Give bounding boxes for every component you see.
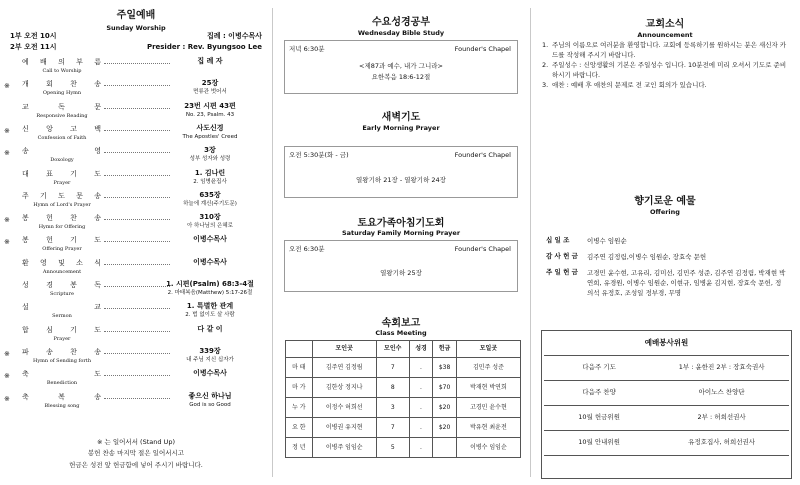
- announcement-text: 애찬 : 예배 후 애찬의 문제로 전 교인 회의가 있습니다.: [552, 81, 707, 90]
- worship-item-english: Prayer: [53, 179, 71, 186]
- label-glyph: 복: [58, 392, 66, 401]
- table-cell: $20: [433, 418, 457, 438]
- stand-up-note: ※ 는 일어서서 (Stand Up): [97, 438, 175, 446]
- stand-up-mark: ※: [4, 238, 10, 247]
- class-meeting-header: [286, 341, 313, 358]
- announcement-subtitle: Announcement: [637, 31, 693, 39]
- offering-names: 김주연 김정림,이병수 임원순, 장효숙 문헌: [587, 253, 707, 261]
- worship-item-value: 사도신경: [196, 123, 224, 132]
- worship-item-label: [22, 326, 102, 335]
- table-cell: 박재현 박연희: [456, 378, 520, 398]
- service-role: 10월 안내위원: [544, 430, 654, 455]
- worship-item-detail: The Apostles' Creed: [182, 133, 238, 140]
- worship-item-value: 1. 특별한 관계: [186, 302, 234, 311]
- label-glyph: 독: [94, 281, 102, 289]
- label-glyph: 문: [76, 191, 84, 200]
- label-glyph: 도: [94, 236, 102, 245]
- class-meeting-header-row: [286, 341, 521, 358]
- label-glyph: 식: [94, 258, 102, 267]
- table-cell: .: [409, 438, 433, 458]
- offering-names: 이병수 임원순: [587, 237, 627, 245]
- class-meeting-header: 헌금: [433, 341, 457, 358]
- worship-item-detail: 아 하나님의 은혜로: [186, 223, 233, 230]
- label-glyph: 송: [94, 80, 102, 89]
- announcement-title: 교회소식: [645, 19, 685, 30]
- label-glyph: 헌: [46, 236, 54, 245]
- worship-item-value: 1. 김나린: [194, 168, 226, 177]
- table-row: [286, 398, 521, 418]
- worship-item-label: [22, 170, 102, 179]
- offering-note-1: 봉헌 찬송 마지막 절은 일어서시고: [87, 449, 185, 457]
- table-cell: 이병권 유지현: [312, 418, 376, 438]
- worship-item-value: 3장: [204, 146, 216, 155]
- label-glyph: 고: [70, 124, 78, 133]
- table-cell: .: [409, 378, 433, 398]
- worship-item-detail: 내 주님 지신 십자가: [186, 356, 234, 363]
- table-cell: 김주연 김정림: [312, 358, 376, 378]
- label-glyph: 기: [70, 236, 78, 245]
- table-cell: 이병수 임임순: [456, 438, 520, 458]
- label-glyph: 봉: [70, 281, 78, 289]
- label-glyph: 합: [22, 325, 30, 334]
- label-glyph: 송: [94, 214, 102, 223]
- service-assignee: 1부 : 윤한진 2부 : 장효숙권사: [654, 355, 789, 380]
- announcement-number: 1.: [542, 41, 549, 49]
- early-prayer-box: [284, 146, 518, 198]
- label-glyph: 환: [22, 258, 30, 267]
- label-glyph: 신: [22, 124, 30, 133]
- worship-item-label: [22, 80, 102, 89]
- table-row: [286, 358, 521, 378]
- table-cell: $70: [433, 378, 457, 398]
- offering-title: 향기로운 예물: [634, 196, 696, 207]
- service-assignee: 아이노스 찬양단: [654, 380, 789, 405]
- table-cell: 이정수 허희선: [312, 398, 376, 418]
- service-committee-title: 예배봉사위원: [544, 330, 789, 355]
- worship-item-label: [22, 147, 102, 156]
- announcement-list: [542, 40, 792, 90]
- worship-item-value: 좋으신 하나님: [188, 391, 232, 400]
- worship-item-value: 310장: [199, 213, 221, 222]
- table-cell: 8: [376, 378, 409, 398]
- label-glyph: 송: [94, 392, 102, 401]
- worship-item-english: Doxology: [50, 157, 74, 164]
- stand-up-mark: ※: [4, 349, 10, 358]
- table-cell: 고경민 윤수현: [456, 398, 520, 418]
- saturday-place: Founder's Chapel: [454, 245, 511, 253]
- offering-names: 고경민 윤수현, 고유리, 김미선, 김민주 성준, 김주연 김정림, 박재현 박연희, 유경원, 이병수 임원순, 이현규, 임병윤 김지현, 장효숙 문헌, 정의석 유정호, 조성일 정부경, 무명: [587, 269, 786, 298]
- label-glyph: 회: [46, 80, 54, 89]
- table-cell: .: [409, 358, 433, 378]
- wednesday-box: [284, 40, 518, 94]
- label-glyph: 봉: [22, 214, 30, 223]
- offering-type: 십 일 조: [546, 236, 570, 244]
- wednesday-lesson: <제87과 예수, 내가 그니라>: [359, 62, 443, 70]
- sunday-worship-title: 주일예배: [116, 10, 156, 21]
- service-times: [10, 32, 57, 52]
- service-role: 다음주 기도: [544, 355, 654, 380]
- worship-item-english: Call to Worship: [42, 68, 82, 74]
- class-meeting-table: [285, 340, 521, 458]
- label-glyph: 독: [58, 102, 66, 111]
- worship-item-label: [22, 236, 102, 245]
- worship-item-english: Prayer: [53, 335, 71, 342]
- class-meeting-header: 성경: [409, 341, 433, 358]
- table-cell: 7: [376, 418, 409, 438]
- worship-item-label: [22, 348, 102, 357]
- class-meeting-header: 모인수: [376, 341, 409, 358]
- label-glyph: 기: [70, 169, 78, 178]
- table-cell: 김한상 정지나: [312, 378, 376, 398]
- worship-item-value: 339장: [199, 346, 221, 355]
- offering-type: 감 사 헌 금: [546, 252, 578, 260]
- presider-english: Presider : Rev. Byungsoo Lee: [146, 42, 262, 51]
- label-glyph: 개: [22, 80, 30, 89]
- label-glyph: 설: [22, 303, 30, 312]
- worship-item-english: Offering Prayer: [42, 246, 82, 253]
- stand-up-mark: ※: [4, 126, 10, 135]
- label-glyph: 대: [22, 169, 30, 178]
- label-glyph: 송: [46, 347, 54, 356]
- worship-item-english: Sermon: [52, 313, 72, 320]
- worship-item-label: [22, 259, 102, 268]
- label-glyph: 부: [76, 58, 84, 66]
- label-glyph: 교: [22, 102, 30, 111]
- worship-item-detail: 성부 성자와 성령: [189, 156, 231, 163]
- saturday-subtitle: Saturday Family Morning Prayer: [341, 229, 461, 237]
- service-assignee: 유정호집사, 허희선권사: [654, 430, 789, 455]
- presider-info: [147, 32, 262, 52]
- saturday-box: [284, 240, 518, 292]
- worship-item-label: [22, 125, 102, 134]
- worship-item-english: Responsive Reading: [36, 112, 88, 119]
- table-cell: .: [409, 418, 433, 438]
- worship-item-value: 1. 시편(Psalm) 68:3-4절: [166, 280, 254, 288]
- table-row: [286, 438, 521, 458]
- label-glyph: 기: [40, 191, 48, 200]
- worship-item-value: 다 같 이: [197, 324, 223, 333]
- table-cell: 마 태: [286, 358, 313, 378]
- worship-item-english: Announcement: [42, 268, 82, 275]
- worship-item-value: 이병수목사: [193, 369, 227, 378]
- label-glyph: 앙: [46, 124, 54, 133]
- label-glyph: 표: [46, 169, 54, 178]
- table-cell: 이병주 임임순: [312, 438, 376, 458]
- label-glyph: 헌: [46, 214, 54, 223]
- announcement-text: 주님의 이름으로 여러분을 환영합니다. 교회에 등록하기를 원하시는 분은 새신자 카드를 작성해 주시기 바랍니다.: [552, 41, 787, 60]
- worship-item-english: Hymn of Lord's Prayer: [33, 201, 91, 208]
- saturday-scripture: 열왕기하 25장: [380, 269, 422, 277]
- stand-up-mark: ※: [4, 394, 10, 403]
- label-glyph: 송: [94, 347, 102, 356]
- label-glyph: 도: [94, 169, 102, 178]
- worship-item-english: Benediction: [46, 380, 78, 387]
- worship-item-english: Hymn of Sending forth: [32, 357, 92, 364]
- table-cell: $38: [433, 358, 457, 378]
- worship-item-label: [22, 214, 102, 223]
- worship-item-english: Scripture: [50, 291, 74, 297]
- worship-item-detail: No. 23, Psalm. 43: [185, 111, 235, 118]
- label-glyph: 성: [22, 281, 30, 289]
- announcement-item: [542, 40, 792, 60]
- label-glyph: 름: [94, 58, 102, 66]
- label-glyph: 배: [40, 58, 48, 66]
- weekly-meetings-column: [272, 0, 530, 485]
- wednesday-subtitle: Wednesday Bible Study: [357, 29, 445, 37]
- worship-item-detail: 2. 법 없이도 살 사람: [185, 312, 235, 319]
- worship-item-detail: God is so Good: [189, 401, 231, 408]
- service-assignee: 2부 : 허희선권사: [654, 405, 789, 430]
- label-glyph: 교: [94, 303, 102, 312]
- label-glyph: 의: [58, 58, 66, 66]
- label-glyph: 예: [22, 58, 30, 66]
- wednesday-time: 저녁 6:30분: [289, 45, 325, 53]
- stand-up-mark: ※: [4, 372, 10, 381]
- label-glyph: 경: [46, 281, 54, 289]
- table-cell: 마 가: [286, 378, 313, 398]
- worship-item-value: 635장: [199, 190, 221, 199]
- worship-item-english: Confession of Faith: [37, 134, 87, 141]
- class-meeting-title: 속회보고: [381, 318, 421, 329]
- class-meeting-header: 모인곳: [312, 341, 376, 358]
- worship-item-english: Blessing song: [44, 402, 80, 409]
- table-row: [286, 378, 521, 398]
- early-prayer-time: 오전 5:30분(화 - 금): [289, 151, 349, 159]
- label-glyph: 도: [94, 370, 102, 379]
- early-prayer-scripture: 열왕기하 21장 - 열왕기하 24장: [356, 176, 446, 184]
- table-cell: $20: [433, 398, 457, 418]
- service-time-2: 2부 오전 11시: [10, 42, 57, 51]
- worship-item-label: [22, 370, 102, 379]
- stand-up-mark: ※: [4, 216, 10, 225]
- announcements-column: [530, 0, 800, 485]
- class-meeting-subtitle: Class Meeting: [375, 329, 427, 337]
- worship-item-value: 집 례 자: [197, 57, 223, 65]
- label-glyph: 및: [58, 258, 66, 267]
- worship-item-english: Opening Hymn: [42, 90, 82, 97]
- worship-item-label: [22, 393, 102, 402]
- service-role: 10월 헌금위원: [544, 405, 654, 430]
- worship-item: [0, 393, 272, 417]
- worship-item-english: Hymn for Offering: [38, 224, 86, 231]
- table-cell: 3: [376, 398, 409, 418]
- early-prayer-place: Founder's Chapel: [454, 151, 511, 159]
- early-prayer-subtitle: Early Morning Prayer: [362, 124, 440, 132]
- announcement-item: [542, 80, 792, 90]
- table-row: [544, 430, 789, 455]
- label-glyph: 문: [94, 102, 102, 111]
- table-cell: 김민주 성준: [456, 358, 520, 378]
- table-cell: 7: [376, 358, 409, 378]
- label-glyph: 백: [94, 124, 102, 133]
- worship-item-detail: 면류관 벗어서: [193, 89, 227, 96]
- wednesday-scripture: 요한복음 18:6-12절: [371, 73, 431, 81]
- worship-item-detail: 하늘에 계신(주기도문): [183, 200, 237, 207]
- sunday-worship-subtitle: Sunday Worship: [106, 24, 166, 32]
- label-glyph: 찬: [70, 347, 78, 356]
- service-role: 다음주 찬양: [544, 380, 654, 405]
- saturday-time: 오전 6:30분: [289, 245, 325, 253]
- worship-item-detail: 2. 임병윤집사: [193, 178, 227, 185]
- announcement-item: [542, 60, 792, 80]
- stand-up-mark: ※: [4, 82, 10, 91]
- label-glyph: 송: [22, 147, 30, 156]
- label-glyph: 축: [22, 370, 30, 379]
- announcement-number: 3.: [542, 81, 549, 90]
- label-glyph: 찬: [70, 80, 78, 89]
- worship-item-value: 25장: [201, 79, 219, 88]
- label-glyph: 찬: [70, 214, 78, 223]
- table-row: [544, 355, 789, 380]
- table-cell: .: [409, 398, 433, 418]
- label-glyph: 봉: [22, 236, 30, 245]
- worship-item-value: 이병수목사: [193, 257, 227, 266]
- table-cell: [433, 438, 457, 458]
- class-meeting-header: 모일곳: [456, 341, 520, 358]
- service-committee-table: [544, 330, 789, 456]
- presider-korean: 집례 : 이병수목사: [206, 32, 262, 40]
- table-cell: 누 가: [286, 398, 313, 418]
- label-glyph: 파: [22, 347, 30, 356]
- sunday-worship-column: [0, 0, 272, 485]
- worship-item-label: [22, 103, 102, 112]
- label-glyph: 축: [22, 392, 30, 401]
- table-row: [544, 405, 789, 430]
- announcement-number: 2.: [542, 61, 549, 70]
- table-cell: 정 년: [286, 438, 313, 458]
- offering-subtitle: Offering: [650, 208, 680, 216]
- worship-item-value: 이병수목사: [193, 235, 227, 244]
- worship-item-label: [22, 281, 102, 290]
- label-glyph: 도: [58, 191, 66, 200]
- label-glyph: 영: [94, 147, 102, 156]
- offering-note-2: 헌금은 성전 앞 헌금함에 넣어 주시기 바랍니다.: [69, 461, 203, 469]
- label-glyph: 기: [70, 325, 78, 334]
- table-cell: 요 한: [286, 418, 313, 438]
- worship-item-label: [22, 303, 102, 312]
- label-glyph: 소: [76, 258, 84, 267]
- announcement-text: 주일성수 : 신앙생활의 기본은 주일성수 입니다. 10분전에 미리 오셔서 기도로 준비하시기 바랍니다.: [552, 61, 787, 80]
- worship-item-label: [22, 58, 102, 67]
- worship-item-value: 23번 시편 43편: [184, 101, 236, 110]
- service-time-1: 1부 오전 10시: [10, 32, 57, 40]
- label-glyph: 영: [40, 258, 48, 267]
- table-row: [286, 418, 521, 438]
- label-glyph: 송: [94, 191, 102, 200]
- label-glyph: 주: [22, 191, 30, 200]
- saturday-title: 토요가족아침기도회: [357, 218, 445, 229]
- worship-item-label: [22, 192, 102, 201]
- stand-up-mark: ※: [4, 149, 10, 158]
- wednesday-place: Founder's Chapel: [454, 45, 511, 53]
- label-glyph: 도: [94, 325, 102, 334]
- table-cell: 박유현 최윤전: [456, 418, 520, 438]
- offering-type: 주 일 헌 금: [546, 268, 578, 276]
- early-prayer-title: 새벽기도: [381, 112, 421, 123]
- table-cell: 5: [376, 438, 409, 458]
- wednesday-title: 수요성경공부: [372, 17, 430, 28]
- table-row: [544, 380, 789, 405]
- worship-item-detail: 2. 마태복음(Matthew) 5:17-26절: [167, 290, 253, 296]
- label-glyph: 심: [46, 325, 54, 334]
